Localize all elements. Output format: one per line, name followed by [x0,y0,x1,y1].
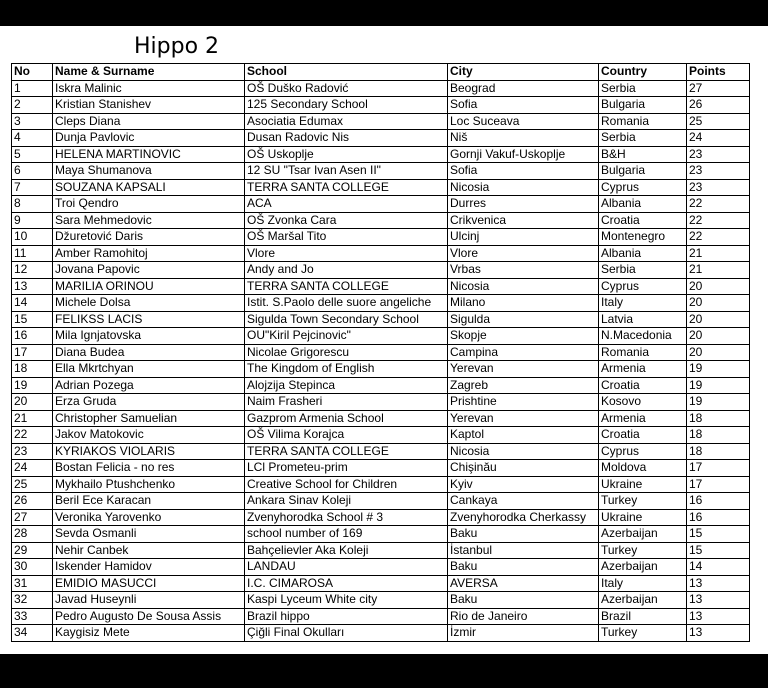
cell-no: 14 [12,295,53,312]
cell-school: Çiğli Final Okulları [245,625,448,642]
cell-school: Ankara Sinav Koleji [245,493,448,510]
cell-school: I.C. CIMAROSA [245,575,448,592]
cell-city: Baku [448,526,599,543]
table-row [12,179,750,196]
cell-name: EMIDIO MASUCCI [53,575,245,592]
cell-country: Cyprus [599,278,687,295]
cell-no: 15 [12,311,53,328]
document-page [0,26,768,654]
cell-country: Bulgaria [599,163,687,180]
cell-city: Vlore [448,245,599,262]
cell-school: LANDAU [245,559,448,576]
cell-name: Kristian Stanishev [53,97,245,114]
cell-name: Iskender Hamidov [53,559,245,576]
cell-country: Albania [599,196,687,213]
cell-points: 23 [687,179,750,196]
cell-name: Javad Huseynli [53,592,245,609]
cell-no: 8 [12,196,53,213]
cell-no: 20 [12,394,53,411]
cell-name: SOUZANA KAPSALI [53,179,245,196]
table-row [12,394,750,411]
cell-country: Kosovo [599,394,687,411]
table-row [12,278,750,295]
cell-school: OŠ Duško Radović [245,80,448,97]
cell-points: 18 [687,443,750,460]
cell-no: 6 [12,163,53,180]
cell-country: Romania [599,113,687,130]
cell-city: İzmir [448,625,599,642]
table-row [12,196,750,213]
cell-points: 18 [687,410,750,427]
cell-no: 28 [12,526,53,543]
cell-name: Kaygisiz Mete [53,625,245,642]
cell-city: Loc Suceava [448,113,599,130]
cell-name: Jovana Papovic [53,262,245,279]
cell-points: 26 [687,97,750,114]
cell-no: 18 [12,361,53,378]
table-row [12,443,750,460]
cell-points: 23 [687,146,750,163]
table-row [12,130,750,147]
cell-points: 20 [687,311,750,328]
cell-points: 21 [687,245,750,262]
cell-country: Turkey [599,542,687,559]
cell-no: 17 [12,344,53,361]
cell-country: Armenia [599,361,687,378]
cell-name: Pedro Augusto De Sousa Assis [53,608,245,625]
cell-points: 19 [687,394,750,411]
cell-no: 27 [12,509,53,526]
cell-no: 33 [12,608,53,625]
cell-school: OU"Kiril Pejcinovic" [245,328,448,345]
cell-city: Kaptol [448,427,599,444]
cell-no: 29 [12,542,53,559]
cell-name: FELIKSS LACIS [53,311,245,328]
table-row [12,146,750,163]
cell-school: Vlore [245,245,448,262]
cell-no: 30 [12,559,53,576]
cell-country: Italy [599,575,687,592]
cell-no: 2 [12,97,53,114]
cell-city: Chişinău [448,460,599,477]
cell-no: 25 [12,476,53,493]
cell-city: Yerevan [448,361,599,378]
cell-school: ACA [245,196,448,213]
cell-no: 7 [12,179,53,196]
cell-school: LCl Prometeu-prim [245,460,448,477]
cell-city: Gornji Vakuf-Uskoplje [448,146,599,163]
cell-name: Troi Qendro [53,196,245,213]
cell-city: Baku [448,559,599,576]
header-city: City [448,64,599,81]
cell-school: TERRA SANTA COLLEGE [245,179,448,196]
table-row [12,592,750,609]
cell-name: MARILIA ORINOU [53,278,245,295]
cell-school: Nicolae Grigorescu [245,344,448,361]
cell-no: 31 [12,575,53,592]
cell-city: Sofia [448,163,599,180]
cell-country: N.Macedonia [599,328,687,345]
table-row [12,460,750,477]
cell-school: Alojzija Stepinca [245,377,448,394]
cell-points: 17 [687,460,750,477]
table-row [12,509,750,526]
cell-points: 23 [687,163,750,180]
cell-points: 17 [687,476,750,493]
cell-school: Gazprom Armenia School [245,410,448,427]
cell-school: OŠ Vilima Korajca [245,427,448,444]
table-row [12,229,750,246]
cell-school: Creative School for Children [245,476,448,493]
cell-city: Zagreb [448,377,599,394]
cell-country: Turkey [599,625,687,642]
cell-name: Bostan Felicia - no res [53,460,245,477]
cell-city: Durres [448,196,599,213]
cell-name: Nehir Canbek [53,542,245,559]
table-row [12,97,750,114]
cell-school: Naim Frasheri [245,394,448,411]
cell-points: 19 [687,361,750,378]
cell-points: 13 [687,575,750,592]
cell-country: Turkey [599,493,687,510]
cell-school: OŠ Maršal Tito [245,229,448,246]
page-title: Hippo 2 [134,34,220,59]
cell-city: Milano [448,295,599,312]
cell-points: 22 [687,212,750,229]
cell-points: 20 [687,278,750,295]
cell-no: 10 [12,229,53,246]
cell-city: Prishtine [448,394,599,411]
table-row [12,245,750,262]
cell-no: 26 [12,493,53,510]
cell-country: B&H [599,146,687,163]
cell-name: KYRIAKOS VIOLARIS [53,443,245,460]
cell-points: 21 [687,262,750,279]
cell-country: Italy [599,295,687,312]
cell-country: Azerbaijan [599,559,687,576]
cell-no: 5 [12,146,53,163]
cell-city: Cankaya [448,493,599,510]
table-row [12,295,750,312]
cell-city: Nicosia [448,278,599,295]
table-row [12,476,750,493]
cell-name: Michele Dolsa [53,295,245,312]
table-row [12,311,750,328]
table-row [12,410,750,427]
table-header-row [12,64,750,81]
cell-name: Adrian Pozega [53,377,245,394]
table-row [12,163,750,180]
header-no: No [12,64,53,81]
cell-name: Sevda Osmanli [53,526,245,543]
cell-city: AVERSA [448,575,599,592]
cell-country: Ukraine [599,509,687,526]
header-country: Country [599,64,687,81]
cell-city: Kyiv [448,476,599,493]
table-row [12,328,750,345]
results-table [11,63,750,642]
cell-country: Cyprus [599,179,687,196]
header-school: School [245,64,448,81]
cell-school: Andy and Jo [245,262,448,279]
cell-name: Beril Ece Karacan [53,493,245,510]
cell-school: Asociatia Edumax [245,113,448,130]
cell-no: 23 [12,443,53,460]
cell-school: Dusan Radovic Nis [245,130,448,147]
cell-school: TERRA SANTA COLLEGE [245,278,448,295]
cell-no: 13 [12,278,53,295]
cell-no: 4 [12,130,53,147]
cell-school: The Kingdom of English [245,361,448,378]
cell-points: 13 [687,625,750,642]
cell-points: 25 [687,113,750,130]
table-row [12,559,750,576]
cell-country: Croatia [599,377,687,394]
cell-school: Kaspi Lyceum White city [245,592,448,609]
cell-school: Zvenyhorodka School # 3 [245,509,448,526]
cell-city: Crikvenica [448,212,599,229]
cell-points: 15 [687,526,750,543]
cell-country: Montenegro [599,229,687,246]
cell-points: 20 [687,328,750,345]
table-row [12,575,750,592]
cell-no: 32 [12,592,53,609]
cell-points: 19 [687,377,750,394]
cell-country: Armenia [599,410,687,427]
cell-country: Azerbaijan [599,592,687,609]
header-name: Name & Surname [53,64,245,81]
cell-country: Brazil [599,608,687,625]
cell-city: Nicosia [448,179,599,196]
cell-name: Sara Mehmedovic [53,212,245,229]
cell-name: Mila Ignjatovska [53,328,245,345]
cell-city: Campina [448,344,599,361]
table-row [12,608,750,625]
header-points: Points [687,64,750,81]
cell-school: Bahçelievler Aka Koleji [245,542,448,559]
cell-name: Christopher Samuelian [53,410,245,427]
cell-points: 18 [687,427,750,444]
cell-school: school number of 169 [245,526,448,543]
cell-city: Ulcinj [448,229,599,246]
cell-no: 24 [12,460,53,477]
cell-country: Croatia [599,212,687,229]
cell-country: Moldova [599,460,687,477]
cell-points: 13 [687,592,750,609]
cell-school: TERRA SANTA COLLEGE [245,443,448,460]
cell-city: İstanbul [448,542,599,559]
cell-country: Serbia [599,80,687,97]
cell-school: 12 SU "Tsar Ivan Asen II" [245,163,448,180]
cell-no: 1 [12,80,53,97]
cell-points: 14 [687,559,750,576]
cell-city: Vrbas [448,262,599,279]
cell-no: 34 [12,625,53,642]
table-row [12,542,750,559]
cell-city: Sigulda [448,311,599,328]
cell-name: Iskra Malinic [53,80,245,97]
cell-no: 12 [12,262,53,279]
cell-points: 22 [687,196,750,213]
cell-no: 11 [12,245,53,262]
cell-name: Diana Budea [53,344,245,361]
table-row [12,113,750,130]
cell-city: Beograd [448,80,599,97]
cell-no: 9 [12,212,53,229]
cell-country: Ukraine [599,476,687,493]
cell-city: Skopje [448,328,599,345]
cell-no: 3 [12,113,53,130]
cell-name: Cleps Diana [53,113,245,130]
cell-city: Zvenyhorodka Cherkassy [448,509,599,526]
cell-country: Serbia [599,262,687,279]
cell-city: Nicosia [448,443,599,460]
table-row [12,427,750,444]
cell-points: 13 [687,608,750,625]
cell-name: Jakov Matokovic [53,427,245,444]
cell-country: Serbia [599,130,687,147]
cell-points: 20 [687,295,750,312]
cell-name: Mykhailo Ptushchenko [53,476,245,493]
cell-no: 22 [12,427,53,444]
cell-school: Sigulda Town Secondary School [245,311,448,328]
cell-points: 27 [687,80,750,97]
cell-country: Cyprus [599,443,687,460]
cell-country: Albania [599,245,687,262]
cell-no: 21 [12,410,53,427]
cell-school: OŠ Zvonka Cara [245,212,448,229]
cell-points: 16 [687,493,750,510]
cell-city: Niš [448,130,599,147]
cell-school: Brazil hippo [245,608,448,625]
table-row [12,262,750,279]
cell-city: Yerevan [448,410,599,427]
cell-no: 16 [12,328,53,345]
table-row [12,493,750,510]
cell-name: Ella Mkrtchyan [53,361,245,378]
table-row [12,625,750,642]
cell-name: Maya Shumanova [53,163,245,180]
cell-name: Amber Ramohitoj [53,245,245,262]
cell-name: Dunja Pavlovic [53,130,245,147]
cell-country: Bulgaria [599,97,687,114]
cell-city: Rio de Janeiro [448,608,599,625]
cell-country: Azerbaijan [599,526,687,543]
table-row [12,212,750,229]
table-body [12,80,750,641]
cell-city: Baku [448,592,599,609]
cell-country: Croatia [599,427,687,444]
cell-name: HELENA MARTINOVIC [53,146,245,163]
cell-country: Latvia [599,311,687,328]
cell-name: Džuretović Daris [53,229,245,246]
cell-points: 15 [687,542,750,559]
table-row [12,526,750,543]
cell-no: 19 [12,377,53,394]
cell-school: Istit. S.Paolo delle suore angeliche [245,295,448,312]
table-row [12,80,750,97]
cell-points: 16 [687,509,750,526]
table-row [12,377,750,394]
cell-city: Sofia [448,97,599,114]
cell-school: 125 Secondary School [245,97,448,114]
table-row [12,361,750,378]
cell-points: 22 [687,229,750,246]
cell-name: Erza Gruda [53,394,245,411]
cell-country: Romania [599,344,687,361]
cell-school: OŠ Uskoplje [245,146,448,163]
table-row [12,344,750,361]
cell-name: Veronika Yarovenko [53,509,245,526]
cell-points: 20 [687,344,750,361]
cell-points: 24 [687,130,750,147]
